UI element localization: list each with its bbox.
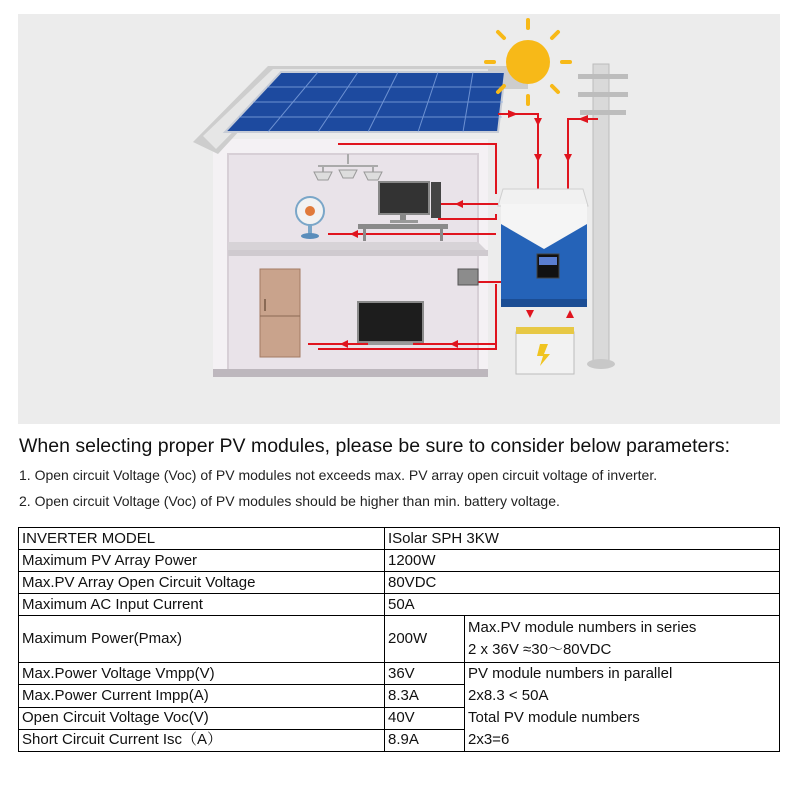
spec-table xyxy=(18,527,780,752)
row-value: 50A xyxy=(385,594,780,616)
total-title: Total PV module numbers xyxy=(468,709,640,726)
row-value: ISolar SPH 3KW xyxy=(385,528,780,550)
inverter-icon xyxy=(498,189,588,307)
battery-icon xyxy=(516,327,574,374)
headline: When selecting proper PV modules, please be sure to consider below parameters: xyxy=(19,435,731,457)
solar-system-illustration xyxy=(18,14,780,424)
power-switch-icon xyxy=(458,269,478,285)
total-calc: 2x3=6 xyxy=(468,731,510,748)
table-row xyxy=(19,594,780,616)
row-label: Max.PV Array Open Circuit Voltage xyxy=(19,572,385,594)
parallel-calc: 2x8.3 < 50A xyxy=(468,687,549,704)
note-voc-max: 1. Open circuit Voltage (Voc) of PV modules not exceeds max. PV array open circuit voltage of inverter. xyxy=(19,467,658,483)
table-row xyxy=(19,663,780,685)
row-value: 36V xyxy=(385,663,465,685)
sun-icon xyxy=(486,20,570,104)
row-value: 40V xyxy=(385,707,465,729)
parallel-title: PV module numbers in parallel xyxy=(468,665,673,682)
module-count-note xyxy=(465,663,780,752)
series-title: Max.PV module numbers in series xyxy=(468,619,697,636)
row-value: 8.9A xyxy=(385,729,465,751)
row-value: 200W xyxy=(385,616,465,663)
series-note xyxy=(465,616,780,663)
row-value: 1200W xyxy=(385,550,780,572)
row-label: Maximum AC Input Current xyxy=(19,594,385,616)
table-row xyxy=(19,572,780,594)
table-row xyxy=(19,550,780,572)
note-voc-min: 2. Open circuit Voltage (Voc) of PV modules should be higher than min. battery voltage. xyxy=(19,493,560,509)
refrigerator-icon xyxy=(260,269,300,357)
series-calc: 2 x 36V ≈30〜80VDC xyxy=(468,641,612,658)
table-row xyxy=(19,528,780,550)
television-icon xyxy=(358,302,423,345)
table-row xyxy=(19,616,780,663)
row-value: 8.3A xyxy=(385,685,465,707)
row-label: Maximum Power(Pmax) xyxy=(19,616,385,663)
row-label: Open Circuit Voltage Voc(V) xyxy=(19,707,385,729)
row-value: 80VDC xyxy=(385,572,780,594)
row-label: Short Circuit Current Isc（A） xyxy=(19,729,385,751)
row-label: Max.Power Voltage Vmpp(V) xyxy=(19,663,385,685)
row-label: Maximum PV Array Power xyxy=(19,550,385,572)
row-label: Max.Power Current Impp(A) xyxy=(19,685,385,707)
row-label: INVERTER MODEL xyxy=(19,528,385,550)
